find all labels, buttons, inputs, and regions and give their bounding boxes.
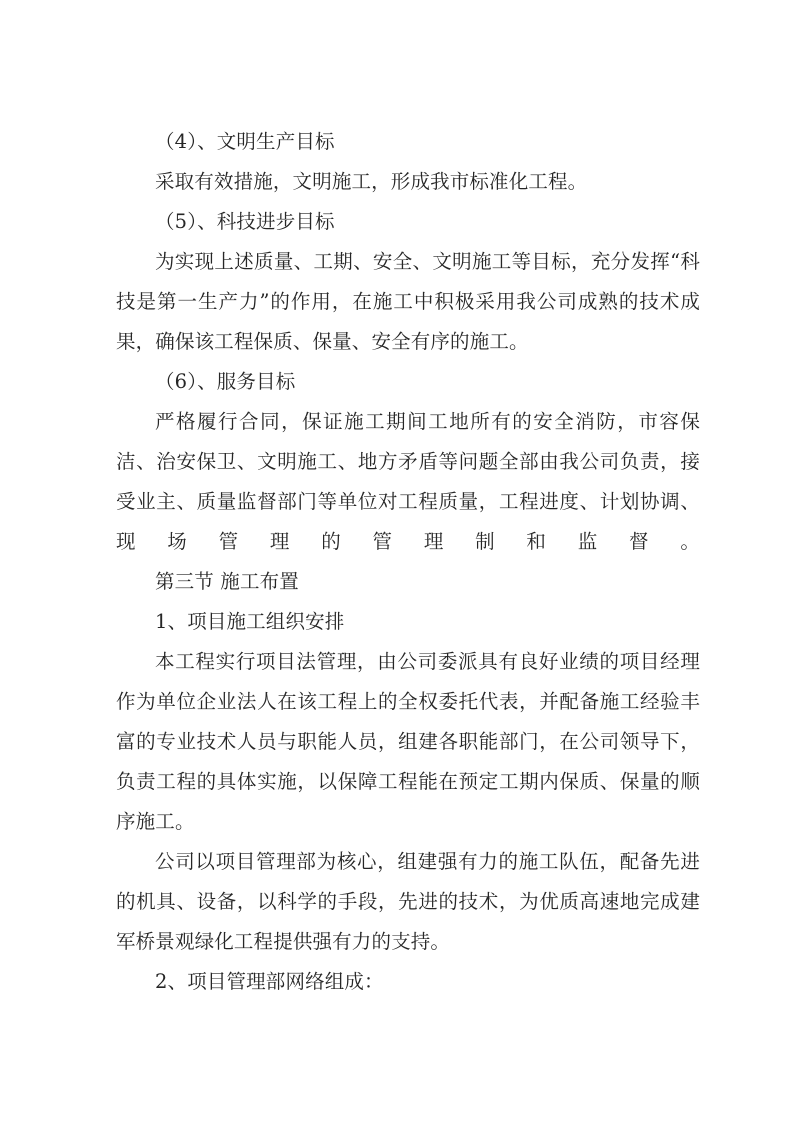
heading-wenming-shengchan-mubiao: （4）、文明生产目标 bbox=[155, 130, 335, 153]
paragraph-fuwu-mubiao: 严格履行合同，保证施工期间工地所有的安全消防，市容保洁、治安保卫、文明施工、地方矛盾等问题全部由我公司负责，接受业主、质量监督部门等单位对工程质量，工程进度、计划协调、现场管理的管理制和监督。 bbox=[116, 410, 700, 553]
paragraph-xiangmu-guanlibu-hexin: 公司以项目管理部为核心，组建强有力的施工队伍，配备先进的机具、设备，以科学的手段，先进的技术，为优质高速地完成建军桥景观绿化工程提供强有力的支持。 bbox=[116, 850, 700, 953]
paragraph-xiangmu-fa-guanli: 本工程实行项目法管理，由公司委派具有良好业绩的项目经理作为单位企业法人在该工程上的全权委托代表，并配备施工经验丰富的专业技术人员与职能人员，组建各职能部门，在公司领导下，负责工程的具体实施，以保障工程能在预定工期内保质、保量的顺序施工。 bbox=[116, 650, 700, 833]
heading-keji-jinbu-mubiao: （5）、科技进步目标 bbox=[155, 210, 335, 233]
document-text-body bbox=[116, 122, 700, 1003]
subheading-xiangmu-shigong-zuzhi-anpai: 1、项目施工组织安排 bbox=[155, 610, 345, 633]
section-heading-disanjie-shigong-buzhi: 第三节 施工布置 bbox=[155, 570, 299, 593]
paragraph-keji-jinbu: 为实现上述质量、工期、安全、文明施工等目标，充分发挥“科技是第一生产力”的作用，在施工中积极采用我公司成熟的技术成果，确保该工程保质、保量、安全有序的施工。 bbox=[116, 250, 700, 353]
subheading-xiangmu-guanlibu-wangluo-zucheng: 2、项目管理部网络组成： bbox=[155, 970, 384, 993]
body-bottom-spacer bbox=[116, 1002, 700, 1003]
heading-fuwu-mubiao: （6）、服务目标 bbox=[155, 370, 296, 393]
paragraph-wenming-shengchan: 采取有效措施，文明施工，形成我市标准化工程。 bbox=[155, 170, 588, 193]
